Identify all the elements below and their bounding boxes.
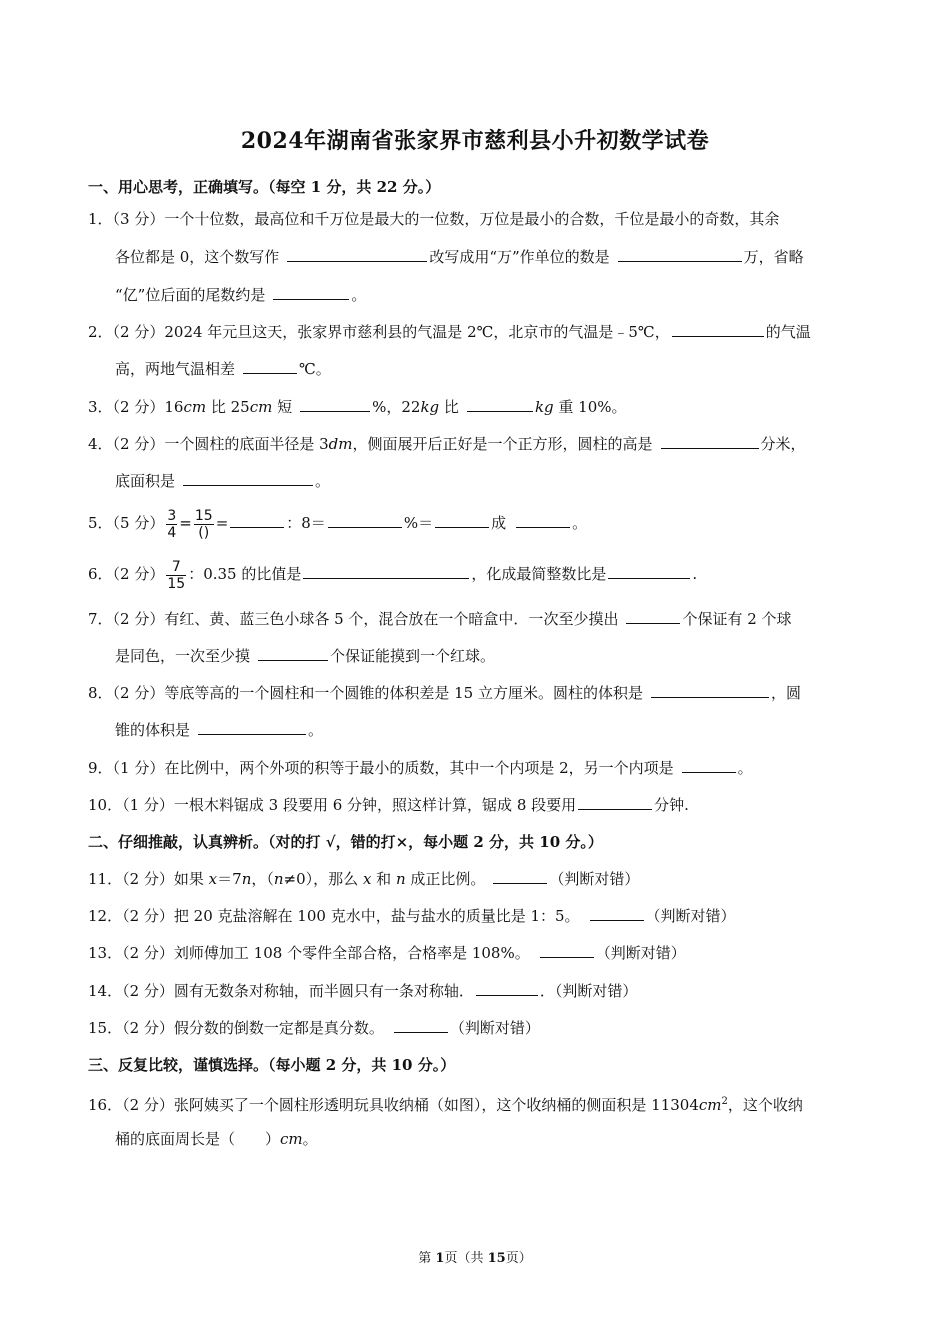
answer-blank (578, 794, 652, 810)
answer-blank (258, 645, 328, 661)
question-6: 6．（2 分） $\frac{7}{15}$ ：0.35 的比值是 ，化成最简整数比是 . (88, 558, 698, 592)
answer-blank (516, 512, 570, 528)
question-2-line-2: 高，两地气温相差 ℃。 (115, 360, 331, 378)
answer-blank (287, 246, 427, 262)
question-5: 5．（5 分） $\frac{3}{4}$ = $\frac{15}{()}$ = ：8＝ %＝ 成 。 (88, 507, 588, 541)
answer-blank (394, 1017, 448, 1033)
question-10: 10．（1 分）一根木料锯成 3 段要用 6 分钟，照这样计算，锯成 8 段要用 分钟. (88, 796, 689, 814)
question-2-line-1: 2．（2 分）2024 年元旦这天，张家界市慈利县的气温是 2℃，北京市的气温是﹣5℃， 的气温 (88, 323, 811, 341)
answer-blank (273, 284, 349, 300)
fraction: $\frac{3}{4}$ (167, 507, 177, 541)
question-1-line-2: 各位都是 0，这个数写作 改写成用“万”作单位的数是 万，省略 (115, 248, 804, 266)
question-16-line-1: 16．（2 分）张阿姨买了一个圆柱形透明玩具收纳桶（如图），这个收纳桶的侧面积是 $11304cm^2$，这个收纳 (88, 1096, 803, 1114)
question-7-line-2: 是同色，一次至少摸 个保证能摸到一个红球。 (115, 647, 496, 665)
question-8-line-1: 8．（2 分）等底等高的一个圆柱和一个圆锥的体积差是 15 立方厘米。圆柱的体积是 ，圆 (88, 684, 801, 702)
answer-blank (183, 470, 313, 486)
question-1-line-3: “亿”位后面的尾数约是 。 (115, 286, 367, 304)
answer-blank (540, 942, 594, 958)
section-2-heading: 二、仔细推敲，认真辨析。（对的打 √，错的打×，每小题 2 分，共 10 分。） (88, 833, 603, 851)
answer-blank (672, 321, 764, 337)
question-9: 9．（1 分）在比例中，两个外项的积等于最小的质数，其中一个内项是 2，另一个内项是 。 (88, 759, 753, 777)
answer-blank (328, 512, 402, 528)
answer-blank (467, 396, 533, 412)
question-7-line-1: 7．（2 分）有红、黄、蓝三色小球各 5 个，混合放在一个暗盒中．一次至少摸出 个保证有 2 个球 (88, 610, 792, 628)
answer-blank (618, 246, 742, 262)
question-15: 15．（2 分）假分数的倒数一定都是真分数。 （判断对错） (88, 1019, 540, 1037)
answer-blank (198, 719, 306, 735)
answer-blank (243, 358, 297, 374)
page-number: 1 (435, 1251, 445, 1266)
question-11: 11．（2 分）如果 x＝7n，（n≠0），那么 x 和 n 成正比例。 （判断对错） (88, 870, 640, 888)
answer-blank (476, 980, 538, 996)
page-total: 15 (487, 1251, 506, 1266)
answer-blank (493, 868, 547, 884)
answer-blank (661, 433, 759, 449)
answer-blank (626, 608, 680, 624)
answer-blank (651, 682, 769, 698)
section-3-heading: 三、反复比较，谨慎选择。（每小题 2 分，共 10 分。） (88, 1056, 456, 1074)
question-1-line-1: 1．（3 分）一个十位数，最高位和千万位是最大的一位数，万位是最小的合数，千位是最小的奇数，其余 (88, 210, 780, 228)
question-3: 3．（2 分）16cm 比 25cm 短 %，22kg 比 kg 重 10%。 (88, 398, 627, 416)
question-8-line-2: 锥的体积是 。 (115, 721, 324, 739)
section-1-heading: 一、用心思考，正确填写。（每空 1 分，共 22 分。） (88, 178, 441, 196)
page-footer: 第 1页（共 15页） (418, 1251, 532, 1266)
question-16-line-2: 桶的底面周长是（ ）cm。 (115, 1130, 318, 1148)
answer-blank (590, 905, 644, 921)
answer-blank (300, 396, 370, 412)
answer-blank (682, 757, 736, 773)
question-13: 13．（2 分）刘师傅加工 108 个零件全部合格，合格率是 108%。 （判断对错） (88, 944, 686, 962)
answer-blank (435, 512, 489, 528)
question-4-line-2: 底面积是 。 (115, 472, 331, 490)
fraction: $\frac{7}{15}$ (167, 558, 186, 592)
page-title: 2024年湖南省张家界市慈利县小升初数学试卷 (240, 128, 710, 154)
answer-blank (608, 563, 690, 579)
question-12: 12．（2 分）把 20 克盐溶解在 100 克水中，盐与盐水的质量比是 1：5。 （判断对错） (88, 907, 736, 925)
question-14: 14．（2 分）圆有无数条对称轴，而半圆只有一条对称轴． ．（判断对错） (88, 982, 638, 1000)
answer-blank (230, 512, 284, 528)
answer-blank (303, 563, 469, 579)
fraction: $\frac{15}{()}$ (194, 507, 213, 541)
question-4-line-1: 4．（2 分）一个圆柱的底面半径是 3dm，侧面展开后正好是一个正方形，圆柱的高是 分米， (88, 435, 806, 453)
